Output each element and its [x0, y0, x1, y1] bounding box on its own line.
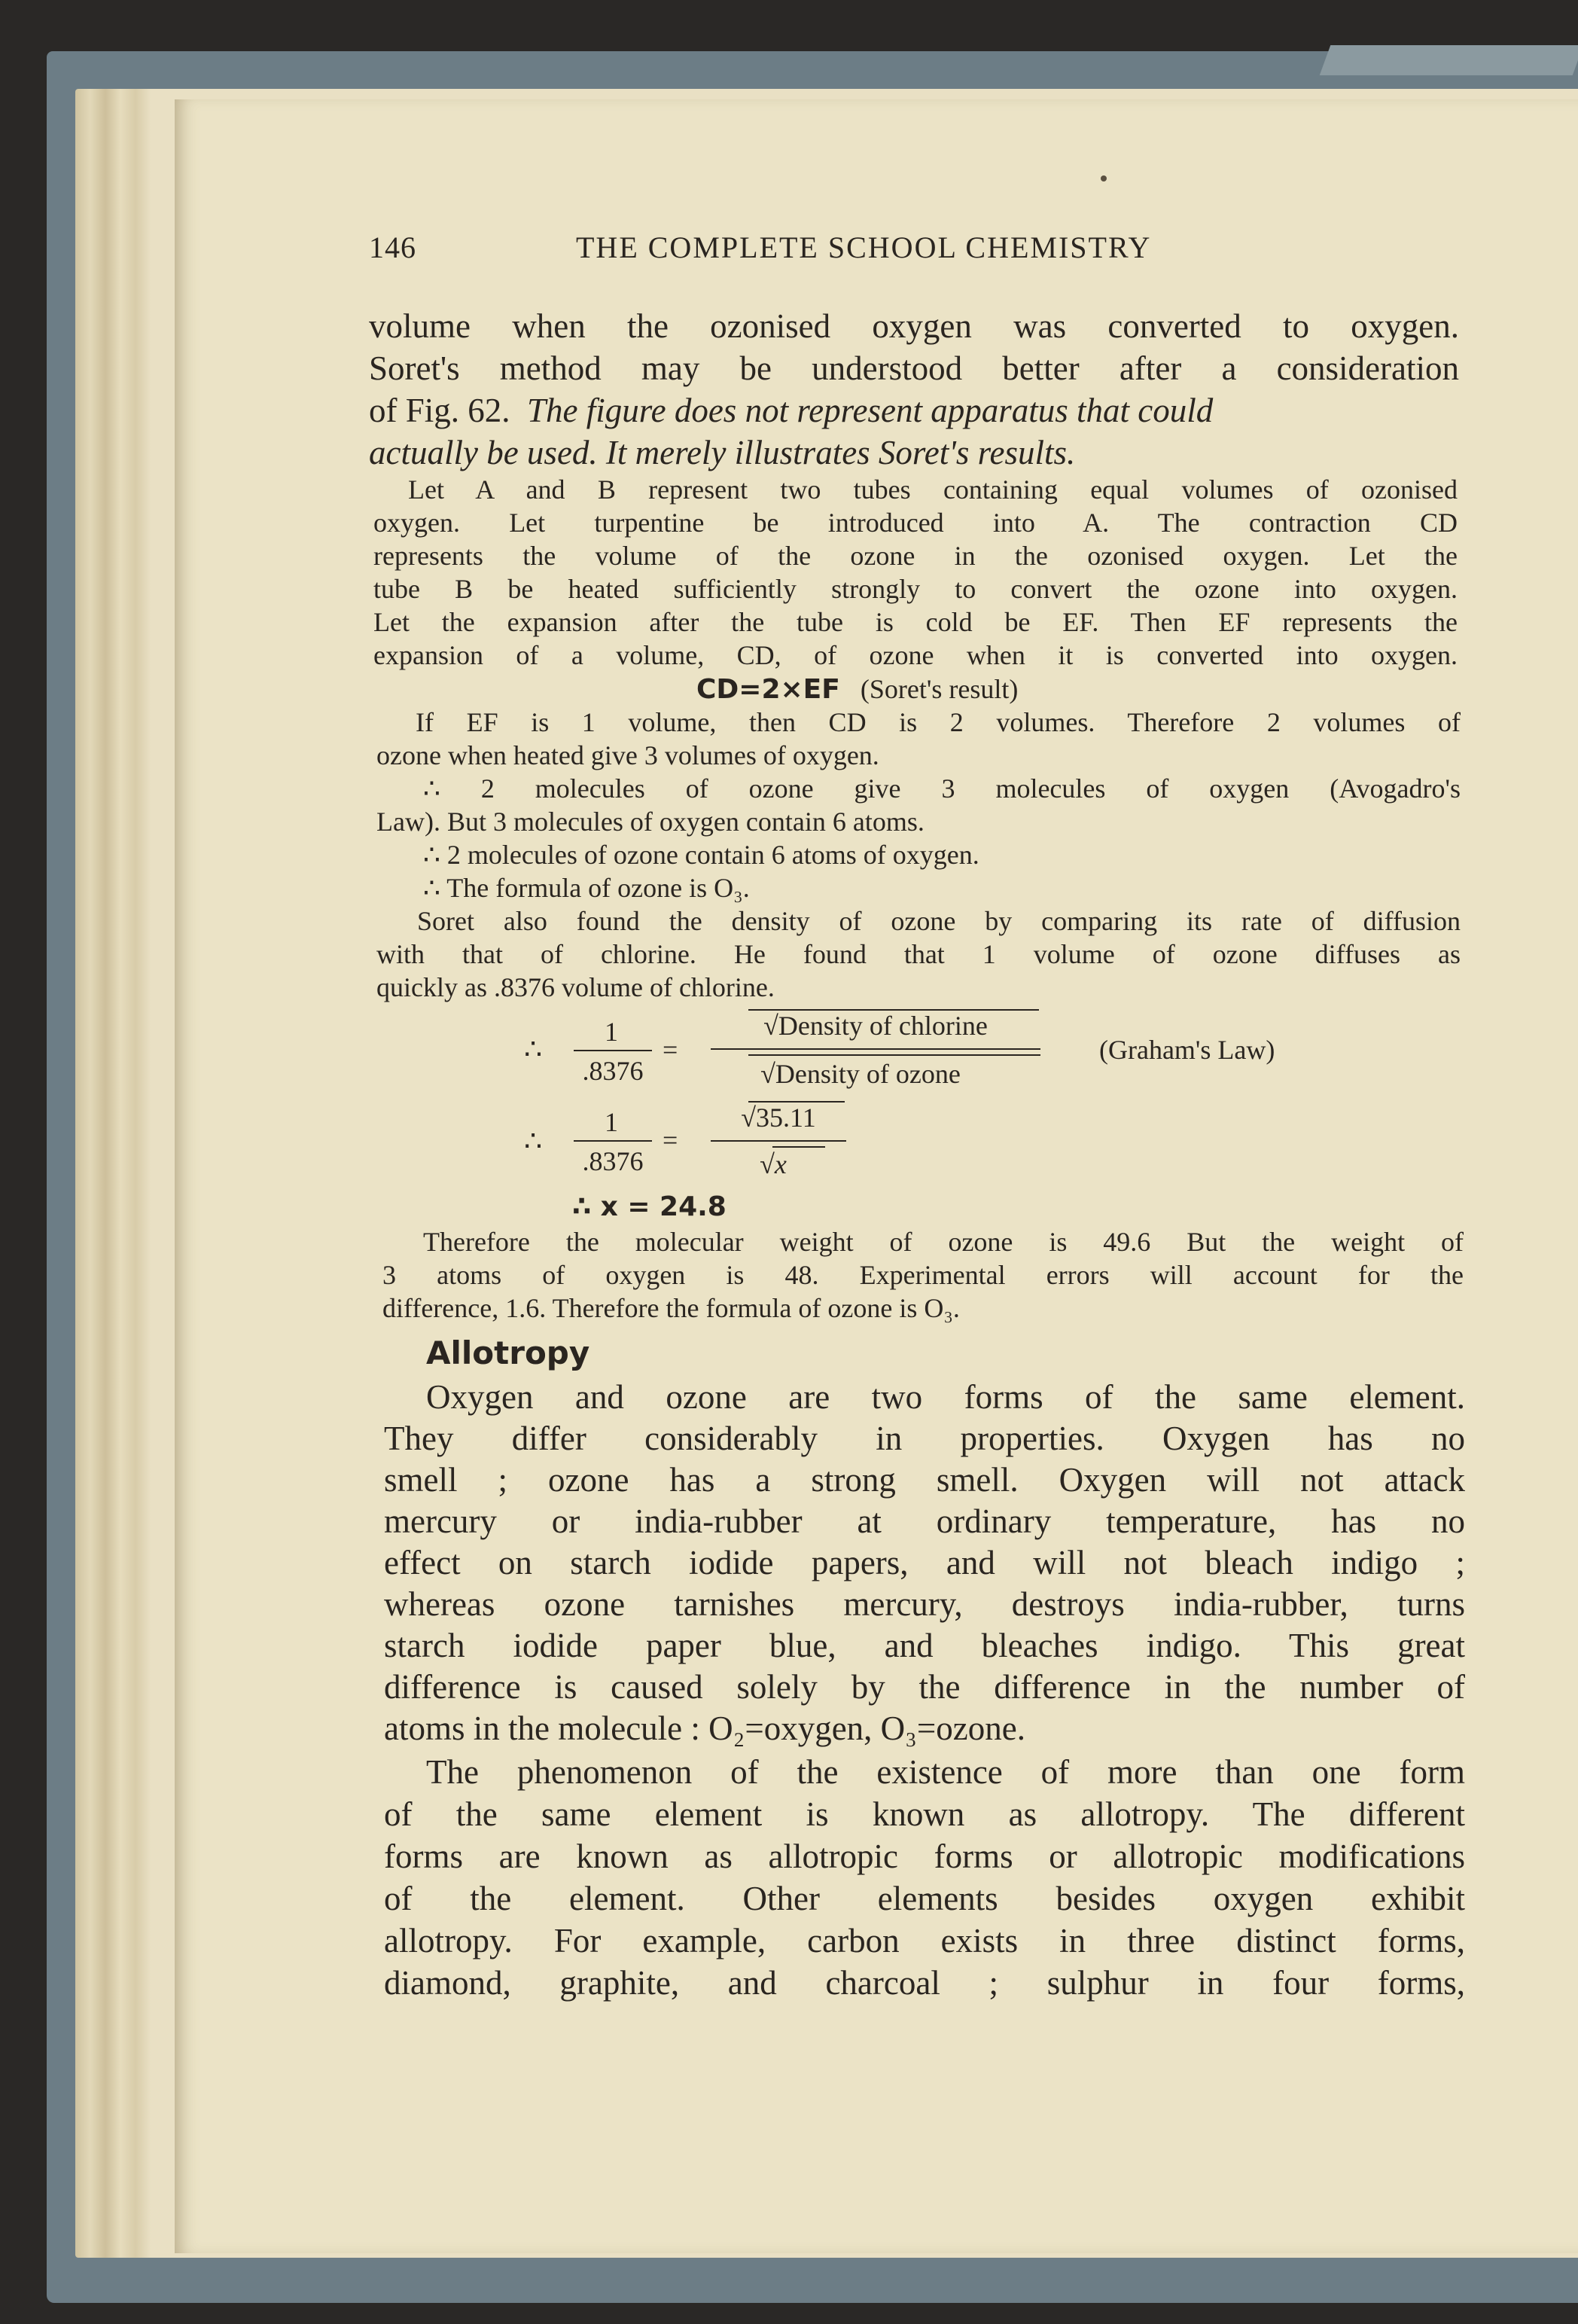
allotropy-line-2: They differ considerably in properties. Oxygen has no: [384, 1420, 1465, 1457]
explain-line-1: Let A and B represent two tubes containing equal volumes of ozonised: [408, 474, 1458, 505]
explain-line-6: expansion of a volume, CD, of ozone when it is converted into oxygen.: [373, 640, 1458, 670]
reason-line-2: ozone when heated give 3 volumes of oxygen.: [376, 740, 879, 770]
eq2-num1: 1: [605, 1107, 618, 1137]
allotropy-paragraph-2: [384, 1751, 1465, 2004]
graham-radical2: [748, 1054, 1040, 1056]
graham-equals: =: [663, 1035, 678, 1065]
conclusion-line-3: difference, 1.6. Therefore the formula of ozone is O₃.: [382, 1293, 960, 1323]
graham-num1: 1: [605, 1017, 618, 1047]
eq2-den1: .8376: [582, 1146, 644, 1176]
allotropy-paragraph-1: [384, 1376, 1465, 1749]
reason-line-5: ∴ 2 molecules of ozone contain 6 atoms of oxygen.: [423, 840, 979, 870]
eq3-result: [572, 1190, 727, 1224]
graham-bar2: [711, 1048, 1040, 1050]
allotropy2-line-2: of the same element is known as allotropy. The different: [384, 1795, 1465, 1833]
explain-block-1: [373, 473, 1458, 672]
eq2-num2: √35.11: [741, 1103, 816, 1133]
explain-line-5: Let the expansion after the tube is cold be EF. Then EF represents the: [373, 607, 1458, 637]
eq2-den2: √x: [760, 1149, 787, 1179]
reason-line-1: If EF is 1 volume, then CD is 2 volumes. Therefore 2 volumes of: [416, 707, 1461, 737]
graham-den2: √Density of ozone: [760, 1059, 961, 1089]
soret-equation-note: (Soret's result): [860, 674, 1019, 704]
graham-radical1: [748, 1009, 1039, 1011]
explain-line-4: tube B be heated sufficiently strongly to convert the ozone into oxygen.: [373, 574, 1458, 604]
allotropy2-line-5: allotropy. For example, carbon exists in three distinct forms,: [384, 1922, 1465, 1960]
allotropy2-line-4: of the element. Other elements besides oxygen exhibit: [384, 1880, 1465, 1917]
graham-note: (Graham's Law): [1099, 1035, 1275, 1065]
explain-block-3: [382, 1225, 1464, 1325]
explain-line-2: oxygen. Let turpentine be introduced into A. The contraction CD: [373, 508, 1458, 538]
reason-line-4: Law). But 3 molecules of oxygen contain 6 atoms.: [376, 807, 925, 837]
conclusion-line-1: Therefore the molecular weight of ozone is 49.6 But the weight of: [423, 1227, 1464, 1257]
page-number: 146: [369, 230, 416, 264]
allotropy-line-7: starch iodide paper blue, and bleaches indigo. This great: [384, 1627, 1465, 1664]
eq3-text: ∴ x = 24.8: [572, 1191, 727, 1222]
soret-equation: [696, 672, 1018, 706]
allotropy-line-4: mercury or india-rubber at ordinary temperature, has no: [384, 1502, 1465, 1540]
eq2-bar1: [574, 1140, 652, 1142]
running-head: THE COMPLETE SCHOOL CHEMISTRY: [576, 230, 1152, 264]
reason-line-6: ∴ The formula of ozone is O₃.: [423, 873, 750, 903]
eq2-bar2: [711, 1140, 846, 1142]
graham-therefore: ∴: [524, 1034, 543, 1066]
eq2-equals: =: [663, 1125, 678, 1155]
soret-equation-lhs: CD=2×EF: [696, 674, 840, 705]
intro-line-3a: of Fig. 62.: [369, 392, 510, 429]
graham-bar1: [574, 1050, 652, 1051]
explain-block-2: [376, 706, 1461, 1004]
conclusion-line-2: 3 atoms of oxygen is 48. Experimental errors will account for the: [382, 1260, 1464, 1290]
intro-italic: The figure does not represent apparatus that could: [527, 392, 1214, 429]
allotropy-line-1: Oxygen and ozone are two forms of the same element.: [426, 1378, 1465, 1416]
explain-line-3: represents the volume of the ozone in the ozonised oxygen. Let the: [373, 541, 1458, 571]
reason-line-3: ∴ 2 molecules of ozone give 3 molecules of oxygen (Avogadro's: [423, 773, 1461, 804]
allotropy-line-6: whereas ozone tarnishes mercury, destroys india-rubber, turns: [384, 1585, 1465, 1623]
allotropy2-line-3: forms are known as allotropic forms or allotropic modifications: [384, 1838, 1465, 1875]
reason-line-7: Soret also found the density of ozone by comparing its rate of diffusion: [417, 906, 1461, 936]
allotropy-line-5: effect on starch iodide papers, and will not bleach indigo ;: [384, 1544, 1465, 1581]
intro-line-2: Soret's method may be understood better after a consideration: [369, 349, 1459, 387]
reason-line-8: with that of chlorine. He found that 1 volume of ozone diffuses as: [376, 939, 1461, 969]
intro-line-4: actually be used. It merely illustrates Soret's results.: [369, 434, 1076, 471]
reason-line-9: quickly as .8376 volume of chlorine.: [376, 972, 775, 1002]
eq2-therefore: ∴: [524, 1126, 543, 1157]
cover-wear: [1320, 45, 1578, 75]
allotropy-line-9: atoms in the molecule : O₂=oxygen, O₃=ozone.: [384, 1709, 1025, 1747]
intro-line-3: [369, 389, 1459, 432]
intro-line-1: volume when the ozonised oxygen was converted to oxygen.: [369, 307, 1459, 345]
allotropy2-line-6: diamond, graphite, and charcoal ; sulphur in four forms,: [384, 1964, 1465, 2002]
allotropy-line-3: smell ; ozone has a strong smell. Oxygen will not attack: [384, 1461, 1465, 1499]
section-heading: Allotropy: [426, 1334, 590, 1371]
page-speck: [1101, 175, 1107, 181]
allotropy-line-8: difference is caused solely by the difference in the number of: [384, 1668, 1465, 1706]
allotropy2-line-1: The phenomenon of the existence of more than one form: [426, 1753, 1465, 1791]
eq2-radical1: [748, 1101, 845, 1103]
graham-den1: .8376: [582, 1056, 644, 1086]
graham-num2: √Density of chlorine: [763, 1011, 988, 1041]
